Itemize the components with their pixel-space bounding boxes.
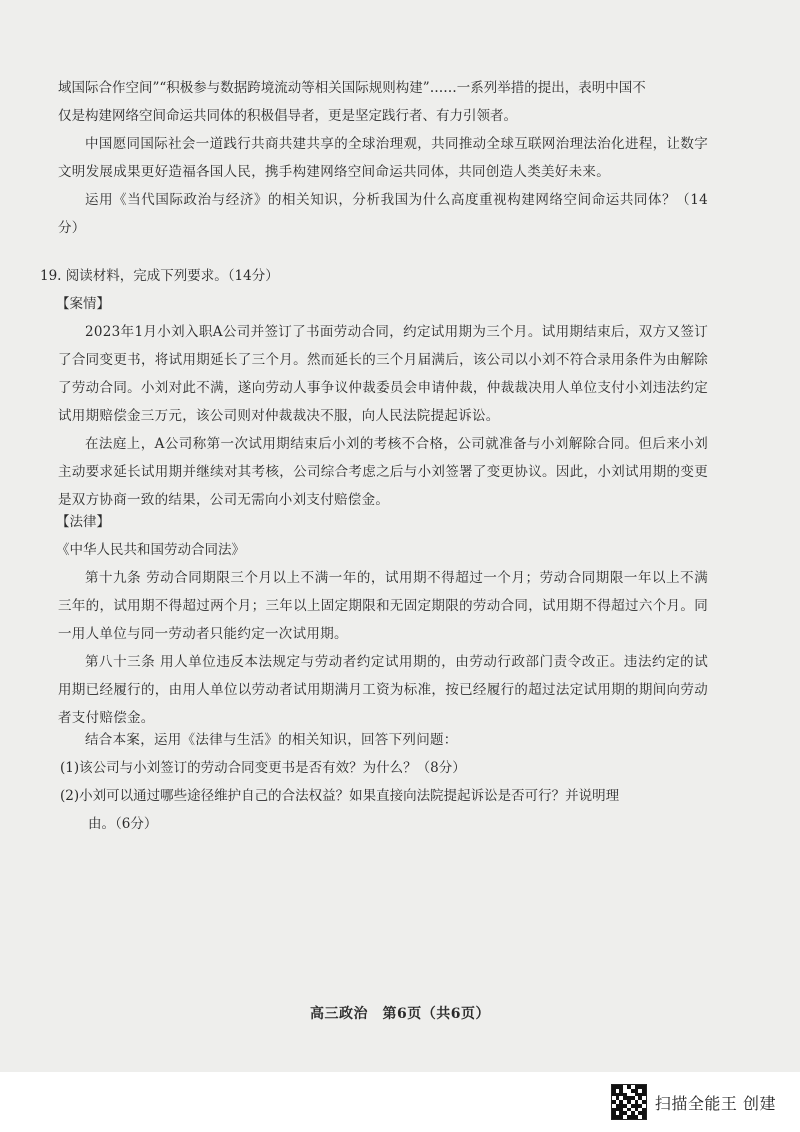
- q18-line-2: 仅是构建网络空间命运共同体的积极倡导者，更是坚定践行者、有力引领者。: [58, 108, 517, 124]
- law-title: 《中华人民共和国劳动合同法》: [56, 542, 245, 558]
- q18-paragraph-2: 中国愿同国际社会一道践行共商共建共享的全球治理观，共同推动全球互联网治理法治化进程，让数字文明发展成果更好造福各国人民，携手构建网络空间命运共同体，共同创造人类美好未来。: [58, 136, 708, 180]
- scanner-watermark: [611, 1084, 776, 1120]
- q18-line-1: 域国际合作空间”“积极参与数据跨境流动等相关国际规则构建”……一系列举措的提出，表明中国不: [58, 80, 646, 96]
- answer-prompt: 结合本案，运用《法律与生活》的相关知识，回答下列问题：: [85, 732, 458, 748]
- sub-question-2-line-1: (2)小刘可以通过哪些途径维护自己的合法权益？如果直接向法院提起诉讼是否可行？并说明理: [60, 788, 620, 804]
- case-label: 【案情】: [56, 296, 110, 312]
- article-83: 第八十三条 用人单位违反本法规定与劳动者约定试用期的，由劳动行政部门责令改正。违法约定的试用期已经履行的，由用人单位以劳动者试用期满月工资为标准，按已经履行的超过法定试用期的期间向劳动者支付赔偿金。: [58, 654, 708, 726]
- qr-code-icon: [611, 1084, 647, 1120]
- article-19: 第十九条 劳动合同期限三个月以上不满一年的，试用期不得超过一个月；劳动合同期限一年以上不满三年的，试用期不得超过两个月；三年以上固定期限和无固定期限的劳动合同，试用期不得超过六个月。同一用人单位与同一劳动者只能约定一次试用期。: [58, 570, 708, 642]
- page-footer: 高三政治 第6页（共6页）: [310, 1006, 490, 1022]
- case-paragraph-1: 2023年1月小刘入职A公司并签订了书面劳动合同，约定试用期为三个月。试用期结束后，双方又签订了合同变更书，将试用期延长了三个月。然而延长的三个月届满后，该公司以小刘不符合录用条件为由解除了劳动合同。小刘对此不满，遂向劳动人事争议仲裁委员会申请仲裁，仲裁裁决用人单位支付小刘违法约定试用期赔偿金三万元，该公司则对仲裁裁决不服，向人民法院提起诉讼。: [58, 324, 708, 424]
- sub-question-1: (1)该公司与小刘签订的劳动合同变更书是否有效？为什么？（8分）: [60, 760, 466, 776]
- q19-heading: 19. 阅读材料，完成下列要求。（14分）: [40, 268, 279, 284]
- q18-question: 运用《当代国际政治与经济》的相关知识，分析我国为什么高度重视构建网络空间命运共同体？（14分）: [58, 192, 708, 236]
- law-label: 【法律】: [56, 514, 110, 530]
- sub-question-2-line-2: 由。（6分）: [88, 816, 158, 832]
- case-paragraph-2: 在法庭上，A公司称第一次试用期结束后小刘的考核不合格，公司就准备与小刘解除合同。但后来小刘主动要求延长试用期并继续对其考核，公司综合考虑之后与小刘签署了变更协议。因此，小刘试用期的变更是双方协商一致的结果，公司无需向小刘支付赔偿金。: [58, 436, 708, 508]
- scanner-label: 扫描全能王 创建: [654, 1093, 776, 1113]
